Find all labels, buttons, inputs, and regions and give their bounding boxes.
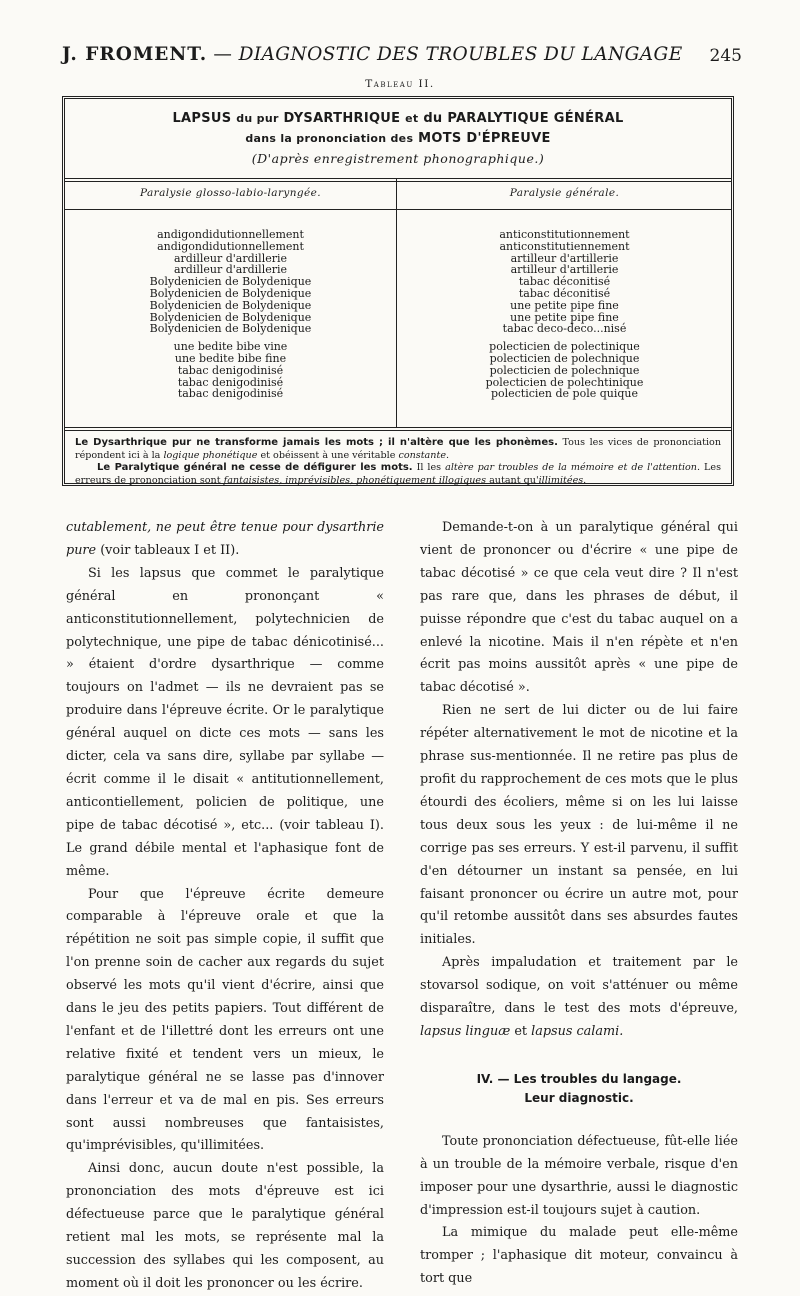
right-paragraph-1: Demande-t-on à un paralytique général qui vient de prononcer ou d'écrire « une pipe de tabac décotisé » ce que cela veut dire ? Il n'est pas rare que, dans les phrases de début, il puisse répondre que c'est du tabac auquel on a enlevé la nicotine. Mais il n'en répète et n'en écrit pas moins aussitôt après « une pipe de tabac décotisé ». (420, 520, 738, 696)
left-word-item: andigondidutionnellement (157, 239, 304, 253)
title-dans-la: dans la prononciation des (245, 132, 414, 145)
right-word-list (399, 229, 730, 400)
right-p3-text-b: et (510, 1023, 532, 1039)
lapsus-table (62, 96, 734, 486)
title-paralytique: du PARALYTIQUE GÉNÉRAL (423, 111, 624, 126)
left-word-item: Bolydenicien de Bolydenique (149, 310, 312, 324)
right-word-item: polecticien de polechtinique (485, 375, 644, 389)
table-rule-top (65, 178, 731, 179)
section-heading-line1: IV. — Les troubles du langage. (476, 1071, 682, 1086)
right-column-header: Paralysie générale. (509, 187, 620, 199)
right-word-item: une petite pipe fine (510, 310, 619, 324)
right-word-item: polecticien de polectinique (489, 340, 640, 354)
left-word-item: Bolydenicien de Bolydenique (149, 286, 312, 300)
right-word-item: tabac déconitisé (518, 286, 611, 300)
note1-italic-2: constante. (398, 449, 450, 461)
note2-italic-1: altère par troubles de la mémoire et de l'attention. (445, 462, 701, 473)
right-p3-italic-2: lapsus calami. (531, 1023, 624, 1039)
header-subject: DIAGNOSTIC DES TROUBLES DU LANGAGE (238, 44, 683, 65)
note2-text-b: Les erreurs de prononciation sont (75, 462, 721, 486)
left-word-item: andigondidutionnellement (157, 228, 304, 241)
left-word-list (65, 229, 396, 400)
left-paragraph-0 (66, 517, 384, 563)
note1-text-a: Tous les vices de prononciation répondent ici à la (75, 437, 721, 461)
note1-bold: Le Dysarthrique pur ne transforme jamais les mots ; il n'altère que les phonèmes. (75, 437, 558, 448)
left-text-column (66, 517, 384, 1296)
right-paragraph-5: La mimique du malade peut elle-même tromper ; l'aphasique dit moteur, convaincu à tort que (420, 1225, 738, 1287)
title-lapsus: LAPSUS (172, 111, 232, 126)
note1-text-b: et obéissent à une véritable (257, 449, 399, 461)
left-paragraph-3: Ainsi donc, aucun doute n'est possible, la prononciation des mots d'épreuve est ici défectueuse parce que le paralytique général retient mal les mots, se représente mal la succession des syllabes qui les composent, au moment où il doit les prononcer ou les écrire. (66, 1161, 384, 1291)
left-word-item: Bolydenicien de Bolydenique (149, 298, 312, 312)
title-subtitle: (D'après enregistrement phonographique.) (251, 151, 545, 166)
left-word-item: tabac denigodinisé (177, 387, 284, 401)
title-dysarthrique: DYSARTHRIQUE (283, 111, 401, 126)
right-word-item: anticonstitutionnement (499, 228, 630, 241)
table-title (65, 109, 731, 169)
title-et: et (405, 112, 419, 125)
right-word-item: polecticien de polechnique (489, 363, 640, 377)
left-paragraph-2: Pour que l'épreuve écrite demeure comparable à l'épreuve orale et que la répétition ne soit pas simple copie, il suffit que l'on prenne soin de cacher aux regards du sujet observé les mots qu'il vient d'écrire, ainsi que dans le jeu des petits papiers. Tout différent de l'enfant et de l'illettré dont les erreurs ont une relative fixité et tendent vers un mieux, le paralytique général ne se lasse pas d'innover dans l'erreur et va de mal en pis. Ses erreurs sont aussi nombreuses que fantaisistes, qu'imprévisibles, qu'illimitées. (66, 886, 384, 1154)
left-word-item: une bedite bibe vine (173, 340, 288, 354)
right-word-item: une petite pipe fine (510, 298, 619, 312)
left-word-item: tabac denigodinisé (177, 363, 284, 377)
note2-text-a: Il les (412, 462, 446, 473)
table-column-divider (396, 178, 397, 428)
left-p0-rest: (voir tableaux I et II). (96, 542, 240, 558)
right-word-item: artilleur d'artillerie (510, 251, 619, 265)
left-word-item: ardilleur d'ardillerie (173, 251, 288, 265)
page-number: 245 (709, 46, 742, 66)
left-column-header: Paralysie glosso-labio-laryngée. (140, 187, 321, 199)
left-paragraph-1: Si les lapsus que commet le paralytique général en prononçant « anticonstitutionnellement, polytechnicien de polytechnique, une pipe de tabac dénicotinisé... » étaient d'ordre dysarthrique — comme toujours on l'admet — ils ne devraient pas se produire dans l'épreuve écrite. Or le paralytique général auquel on dicte ces mots — sans les dicter, cela va sans dire, syllabe par syllabe — écrit comme il le disait « antitutionnellement, anticontiellement, policien de politique, une pipe de tabac décotisé », etc... (voir tableau I). Le grand débile mental et l'aphasique font de même. (66, 565, 384, 879)
table-label: Tableau II. (365, 78, 435, 90)
note2-text-c: autant qu' (486, 474, 539, 486)
right-word-item: polecticien de pole quique (490, 387, 639, 401)
table-note (75, 437, 721, 487)
left-word-item: une bedite bibe fine (174, 351, 287, 365)
table-rule-bottom (65, 427, 731, 428)
note2-italic-2: fantaisistes, imprévisibles, phonétiquement illogiques (223, 474, 487, 486)
right-word-item: tabac deco-deco...nisé (502, 322, 627, 336)
header-author: J. FROMENT. (62, 44, 208, 65)
right-word-item: polecticien de polechnique (489, 351, 640, 365)
right-p3-italic-1: lapsus linguæ (420, 1023, 511, 1039)
left-p0-italic: cutablement, ne peut être tenue pour dysarthrie pure (66, 520, 384, 558)
left-word-item: ardilleur d'ardillerie (173, 263, 288, 277)
right-word-item: artilleur d'artillerie (510, 263, 619, 277)
right-word-item: tabac déconitisé (518, 275, 611, 289)
right-word-item: anticonstitutiennement (499, 239, 630, 253)
left-word-item: tabac denigodinisé (177, 375, 284, 389)
title-du-pur: du pur (236, 112, 279, 125)
left-word-item: Bolydenicien de Bolydenique (149, 275, 312, 289)
note2-italic-3: illimitées. (538, 474, 587, 486)
section-heading-line2: Leur diagnostic. (524, 1090, 634, 1105)
right-paragraph-3 (420, 952, 738, 1044)
right-paragraph-2: Rien ne sert de lui dicter ou de lui faire répéter alternativement le mot de nicotine et la phrase sus-mentionnée. Il ne retire pas plus de profit du rapprochement de ces mots que le plus étourdi des écoliers, même si on les lui laisse tous deux sous les yeux : de lui-même il ne corrige pas ses erreurs. Y est-il parvenu, il suffit d'en détourner un instant sa pensée, en lui faisant prononcer ou écrire un autre mot, pour qu'il retombe aussitôt dans ses absurdes fautes initiales. (420, 703, 738, 948)
header-dash: — (213, 44, 233, 65)
note1-italic-1: logique phonétique (163, 449, 258, 461)
right-p3-text-a: Après impaludation et traitement par le stovarsol sodique, on voit s'atténuer ou même disparaître, dans le test des mots d'épreuve, (420, 955, 738, 1017)
section-heading (420, 1070, 738, 1108)
running-header (62, 44, 742, 72)
table-rule-bottom-2 (65, 430, 731, 431)
right-paragraph-4: Toute prononciation défectueuse, fût-elle liée à un trouble de la mémoire verbale, risque d'en imposer pour une dysarthrie, aussi le diagnostic d'impression est-il toujours sujet à caution. (420, 1133, 738, 1218)
table-rule-top-2 (65, 181, 731, 182)
title-mots-epreuve: MOTS D'ÉPREUVE (418, 131, 551, 146)
header-title (62, 44, 683, 65)
table-rule-header (65, 209, 731, 210)
left-word-item: Bolydenicien de Bolydenique (149, 322, 312, 336)
right-text-column (420, 517, 738, 1291)
note2-bold: Le Paralytique général ne cesse de défigurer les mots. (97, 462, 413, 473)
